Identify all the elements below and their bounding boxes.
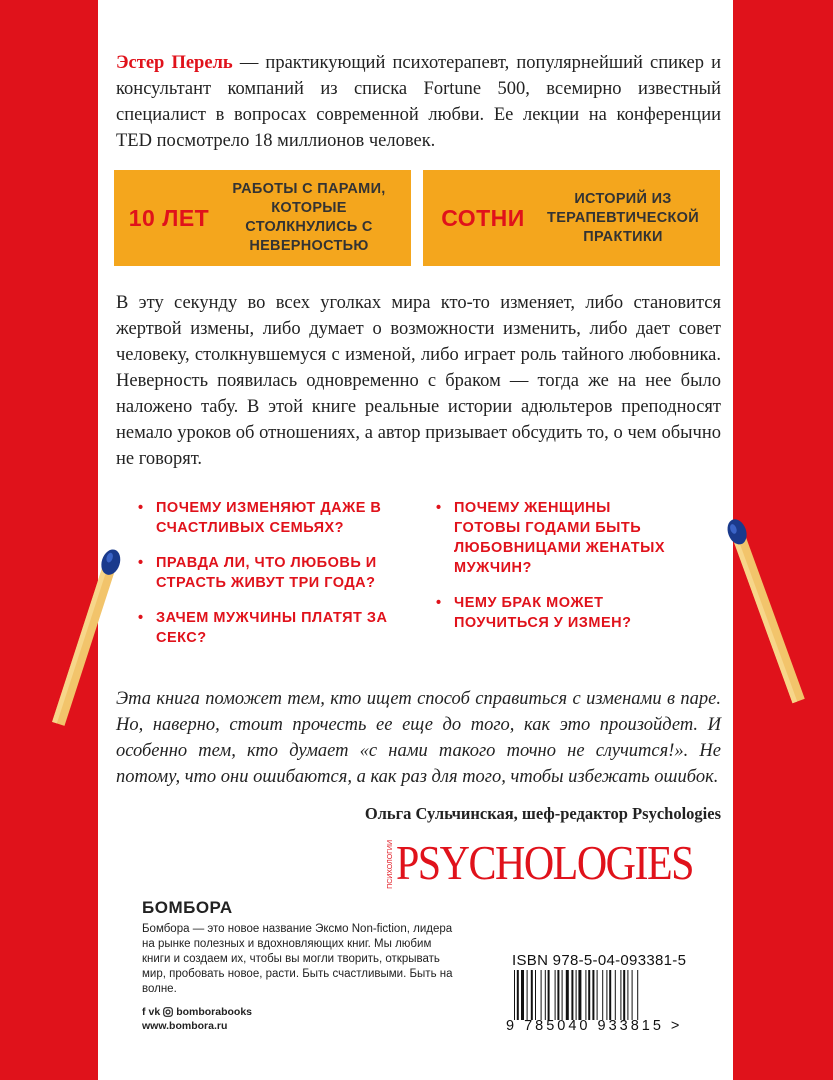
- matchstick-left-icon: [40, 540, 130, 740]
- barcode: [512, 970, 692, 1020]
- stat-box-stories: [423, 170, 720, 266]
- author-intro: [116, 50, 721, 154]
- review-quote: Эта книга поможет тем, кто ищет способ справиться с изменами в паре. Но, наверно, стоит прочесть ее еще до того, как это произойдет. И особенно тем, кто думает «с нами такого точно не случится!». Не потому, что они ошибаются, а как раз для того, чтобы избежать ошибок.: [116, 689, 721, 787]
- question-item: • ЧЕМУ БРАК МОЖЕТ ПОУЧИТЬСЯ У ИЗМЕН?: [436, 593, 676, 633]
- question-item: • ЗАЧЕМ МУЖЧИНЫ ПЛАТЯТ ЗА СЕКС?: [138, 608, 398, 648]
- question-item: • ПОЧЕМУ ЖЕНЩИНЫ ГОТОВЫ ГОДАМИ БЫТЬ ЛЮБОВНИЦАМИ ЖЕНАТЫХ МУЖЧИН?: [436, 498, 676, 578]
- stat-big-text: 10 ЛЕТ: [128, 204, 210, 231]
- stat-box-years: [114, 170, 411, 266]
- description-paragraph: В эту секунду во всех уголках мира кто-то изменяет, либо становится жертвой измены, либо думает о возможности изменить, либо дает совет человеку, столкнувшемуся с изменой, либо играет роль тайного любовника. Неверность появилась одновременно с браком — тогда же на нее было наложено табу. В этой книге реальные истории адюльтеров преподносят немало уроков об отношениях, а автор призывает обсудить то, о чем обычно не говорят.: [116, 293, 721, 469]
- question-item: • ПРАВДА ЛИ, ЧТО ЛЮБОВЬ И СТРАСТЬ ЖИВУТ ТРИ ГОДА?: [138, 553, 398, 593]
- barcode-number: 9 785040 933815 >: [506, 1018, 683, 1034]
- stat-small-text: ИСТОРИЙ ИЗ ТЕРАПЕВТИЧЕСКОЙ ПРАКТИКИ: [547, 190, 699, 245]
- back-cover: [98, 0, 733, 1080]
- publisher-description: Бомбора — это новое название Эксмо Non-fiction, лидера на рынке полезных и вдохновляющих книг. Мы любим книги и создаем их, чтобы вы могли творить, открывать мир, пробовать новое, расти. Быть счастливыми. Быть на волне.: [142, 923, 453, 995]
- questions-right-column: [436, 498, 676, 648]
- logo-word: PSYCHOLOGIES: [395, 837, 693, 891]
- author-name: Эстер Перель: [116, 53, 233, 73]
- facebook-icon: f: [142, 1006, 146, 1018]
- isbn-text: ISBN 978-5-04-093381-5: [512, 952, 687, 969]
- social-handle: bomborabooks: [176, 1006, 253, 1018]
- matchstick-right-icon: [710, 505, 820, 715]
- vk-icon: vk: [148, 1006, 161, 1018]
- stat-small-text: РАБОТЫ С ПАРАМИ, КОТОРЫЕ СТОЛКНУЛИСЬ С НЕВЕРНОСТЬЮ: [232, 181, 386, 254]
- author-description: — практикующий психотерапевт, популярнейший спикер и консультант компаний из списка Fortune 500, всемирно известный специалист в вопросах современной любви. Ее лекции на конференции TED посмотрело 18 миллионов человек.: [116, 53, 722, 151]
- social-links: [142, 1006, 252, 1018]
- questions-left-column: [138, 498, 398, 663]
- question-item: • ПОЧЕМУ ИЗМЕНЯЮТ ДАЖЕ В СЧАСТЛИВЫХ СЕМЬЯХ?: [138, 498, 398, 538]
- instagram-icon: [163, 1007, 173, 1017]
- publisher-website: www.bombora.ru: [142, 1020, 228, 1032]
- logo-vertical-text: ПСИХОЛОГИИ: [386, 840, 394, 889]
- stat-big-text: СОТНИ: [441, 204, 525, 231]
- publisher-name: БОМБОРА: [142, 898, 233, 917]
- psychologies-logo: [386, 837, 693, 891]
- review-signature: Ольга Сульчинская, шеф-редактор Psychologies: [364, 804, 721, 823]
